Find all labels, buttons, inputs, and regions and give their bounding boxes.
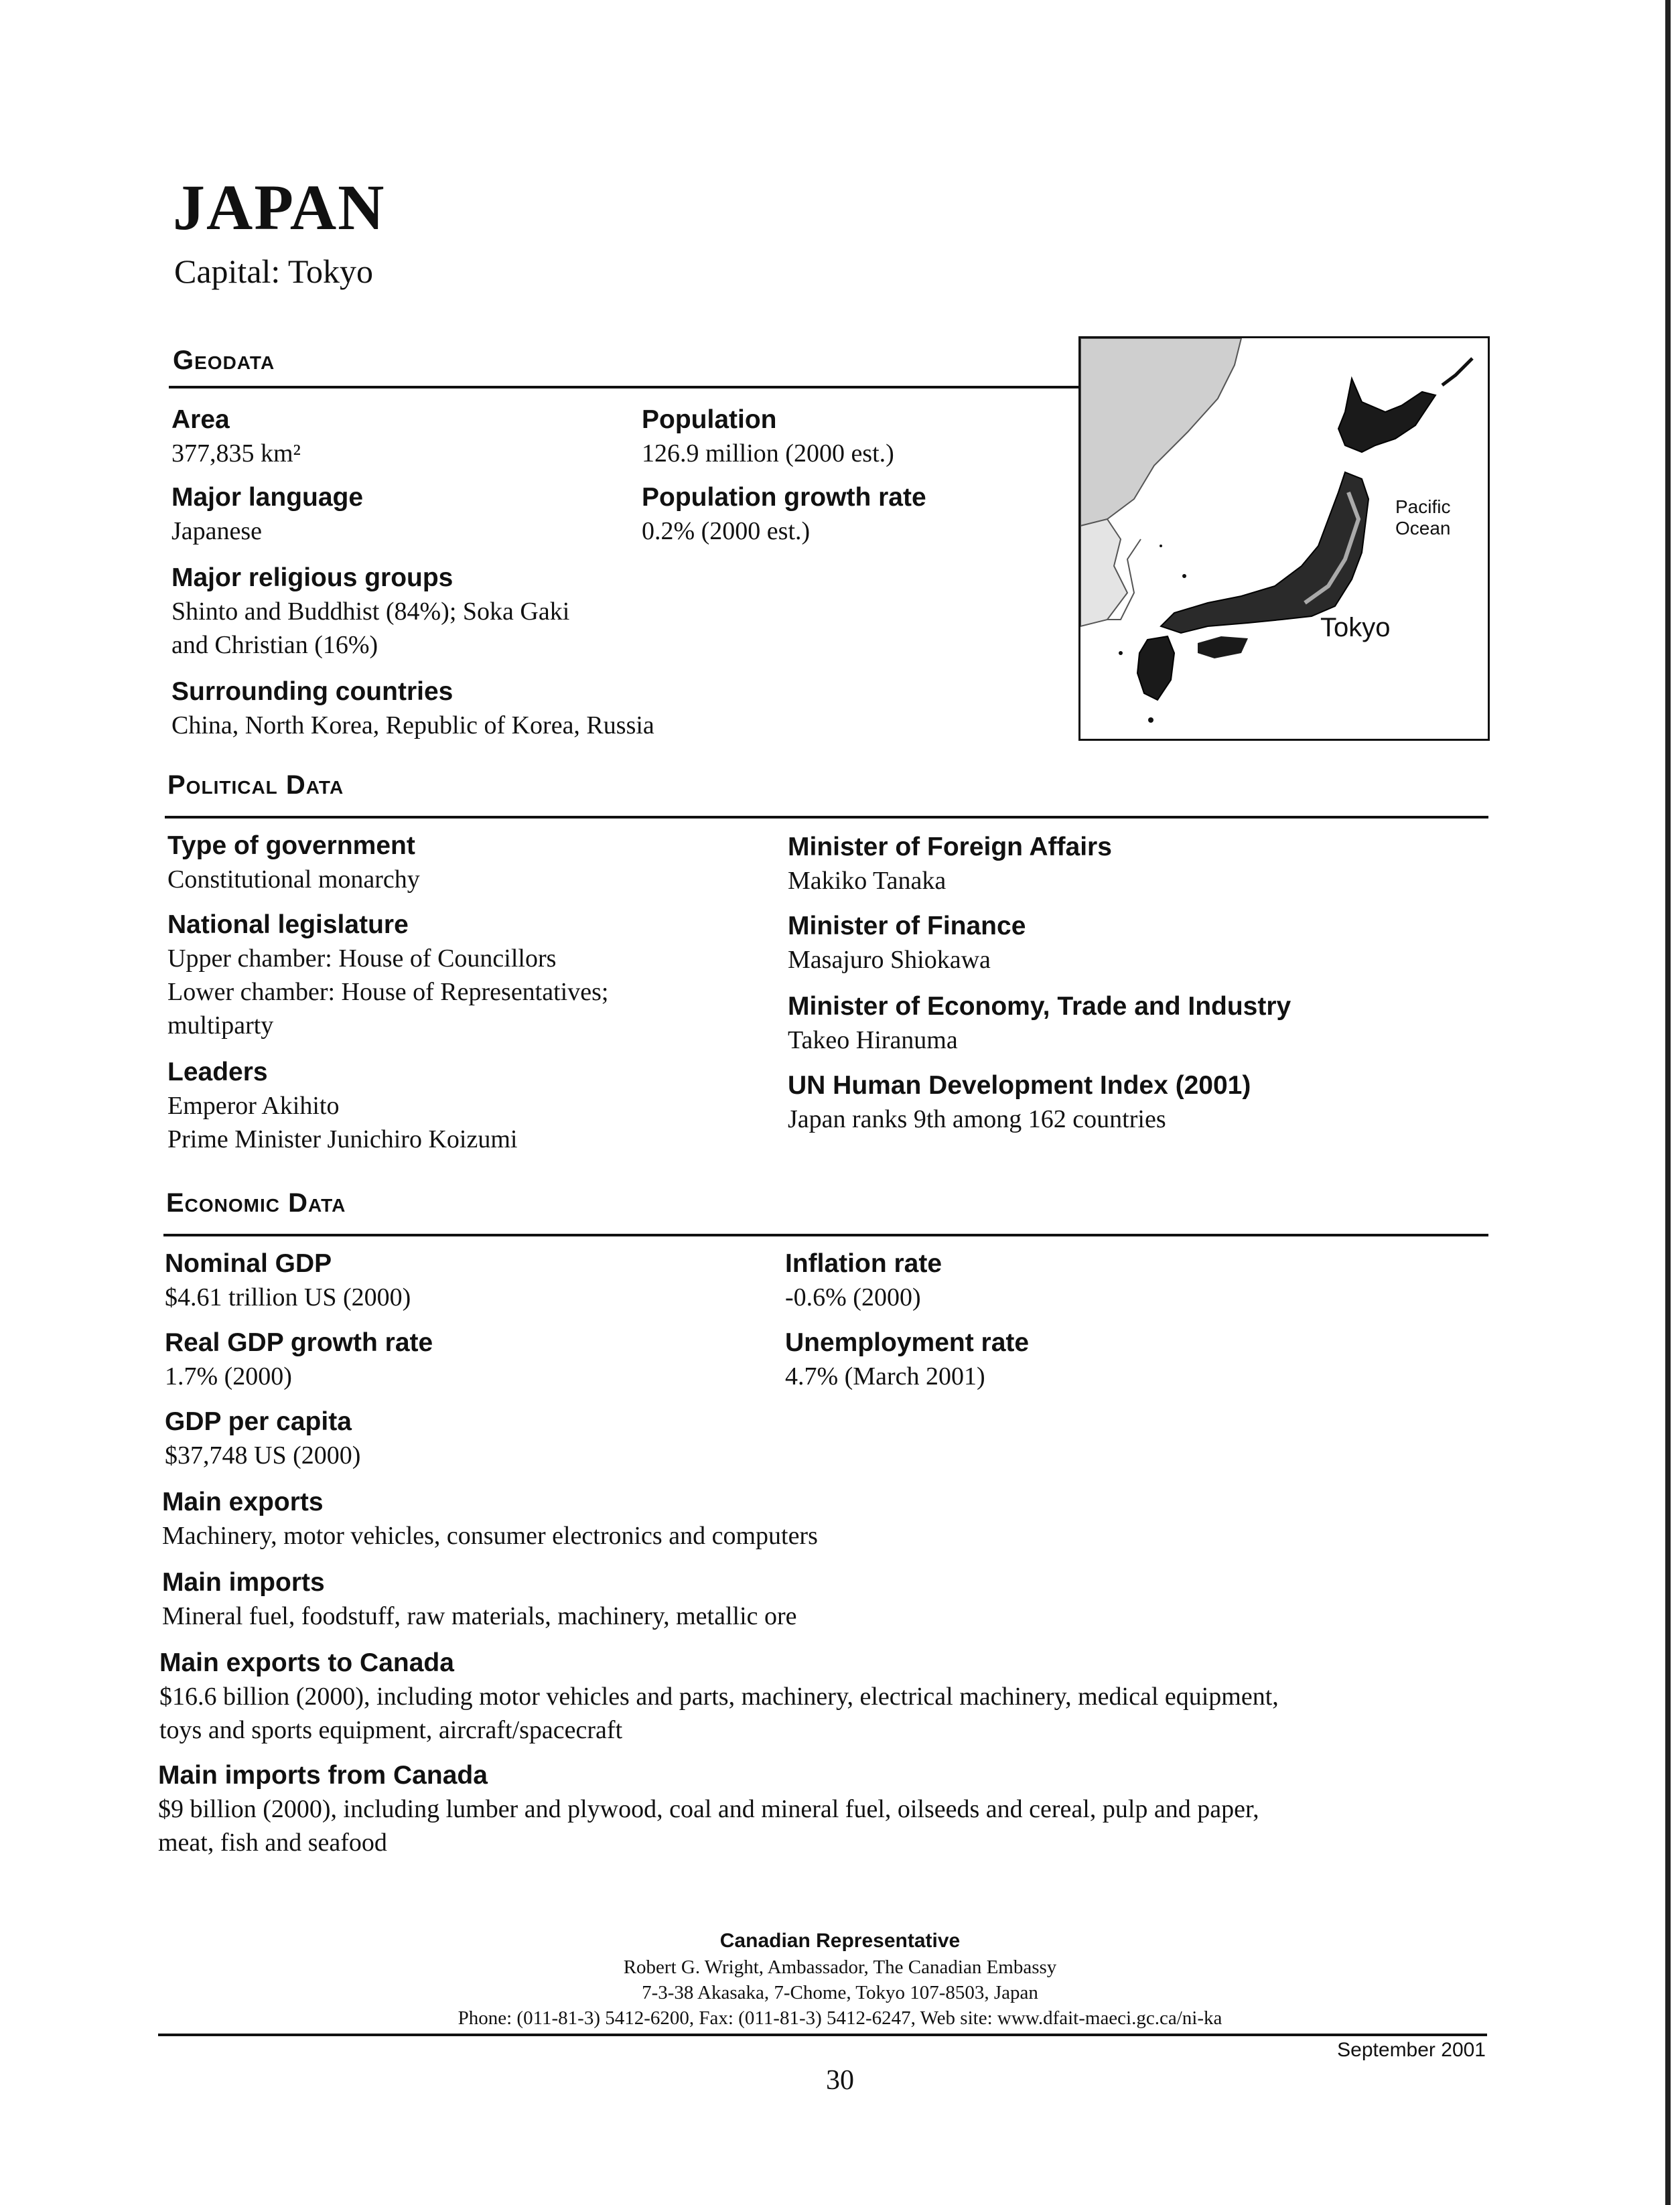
exports-canada-field	[159, 1646, 1279, 1747]
economic-rule	[163, 1234, 1488, 1236]
foreign-minister-field	[788, 831, 1112, 898]
mainland-asia	[1080, 338, 1241, 526]
footer-line-ambassador: Robert G. Wright, Ambassador, The Canadian Embassy	[623, 1957, 1057, 1978]
political-rule	[165, 816, 1488, 819]
government-value: Constitutional monarchy	[167, 865, 420, 894]
political-heading: Political Data	[167, 770, 344, 800]
unemployment-label: Unemployment rate	[785, 1328, 1030, 1357]
imports-value: Mineral fuel, foodstuff, raw materials, machinery, metallic ore	[162, 1602, 797, 1630]
hokkaido	[1338, 378, 1436, 452]
real-growth-value: 1.7% (2000)	[165, 1362, 292, 1391]
finance-minister-value: Masajuro Shiokawa	[788, 946, 991, 974]
korean-peninsula	[1080, 519, 1127, 626]
government-field	[167, 829, 420, 896]
leaders-field	[167, 1056, 517, 1156]
geodata-rule	[169, 386, 1080, 388]
footer-line-address: 7-3-38 Akasaka, 7-Chome, Tokyo 107-8503, Japan	[642, 1982, 1038, 2003]
hdi-label: UN Human Development Index (2001)	[788, 1071, 1251, 1100]
real-growth-field	[165, 1326, 433, 1393]
honshu	[1161, 472, 1369, 633]
per-capita-field	[165, 1405, 360, 1472]
unemployment-field	[785, 1326, 1029, 1393]
growth-field	[642, 481, 926, 548]
area-field	[171, 403, 301, 470]
economy-minister-label: Minister of Economy, Trade and Industry	[788, 992, 1291, 1021]
inflation-label: Inflation rate	[785, 1249, 942, 1278]
population-label: Population	[642, 405, 777, 434]
hdi-value: Japan ranks 9th among 162 countries	[788, 1105, 1166, 1133]
capital-line: Capital: Tokyo	[174, 253, 373, 290]
unemployment-value: 4.7% (March 2001)	[785, 1362, 985, 1391]
government-label: Type of government	[167, 831, 415, 860]
tokyo-label: Tokyo	[1320, 613, 1391, 642]
real-growth-label: Real GDP growth rate	[165, 1328, 433, 1357]
exports-canada-value: $16.6 billion (2000), including motor vehicles and parts, machinery, electrical machinery, medical equipment, toys and sports equipment, aircraft/spacecraft	[159, 1683, 1279, 1744]
economy-minister-field	[788, 990, 1291, 1057]
religion-field	[171, 561, 569, 662]
leaders-label: Leaders	[167, 1058, 268, 1086]
finance-minister-label: Minister of Finance	[788, 912, 1026, 940]
geodata-heading: Geodata	[173, 346, 275, 375]
growth-value: 0.2% (2000 est.)	[642, 517, 811, 545]
language-field	[171, 481, 363, 548]
economic-heading: Economic Data	[166, 1188, 346, 1218]
hdi-field	[788, 1069, 1251, 1136]
exports-label: Main exports	[162, 1488, 324, 1516]
gdp-field	[165, 1247, 411, 1314]
gdp-label: Nominal GDP	[165, 1249, 332, 1278]
imports-canada-label: Main imports from Canada	[158, 1761, 488, 1790]
page-title: JAPAN	[173, 171, 386, 243]
area-value: 377,835 km²	[171, 439, 301, 468]
shikoku	[1198, 636, 1248, 658]
religion-label: Major religious groups	[171, 563, 453, 592]
imports-canada-value: $9 billion (2000), including lumber and plywood, coal and mineral fuel, oilseeds and cereal, pulp and paper, meat, fish and seafood	[158, 1795, 1259, 1857]
language-label: Major language	[171, 483, 364, 512]
imports-field	[162, 1566, 797, 1633]
ocean-label: Pacific Ocean	[1395, 496, 1451, 539]
leaders-value: Emperor Akihito Prime Minister Junichiro Koizumi	[167, 1092, 518, 1153]
language-value: Japanese	[171, 517, 263, 545]
footer-rule	[158, 2034, 1487, 2036]
exports-field	[162, 1486, 818, 1553]
footer-line-contact: Phone: (011-81-3) 5412-6200, Fax: (011-81-3) 5412-6247, Web site: www.dfait-maeci.gc.ca/ni-ka	[458, 2007, 1222, 2029]
finance-minister-field	[788, 910, 1026, 977]
per-capita-value: $37,748 US (2000)	[165, 1441, 361, 1470]
population-field	[642, 403, 894, 470]
foreign-minister-label: Minister of Foreign Affairs	[788, 833, 1112, 861]
publication-date: September 2001	[1337, 2039, 1486, 2061]
area-label: Area	[171, 405, 230, 434]
growth-label: Population growth rate	[642, 483, 926, 512]
inflation-value: -0.6% (2000)	[785, 1283, 921, 1311]
inflation-field	[785, 1247, 942, 1314]
exports-value: Machinery, motor vehicles, consumer electronics and computers	[162, 1522, 818, 1550]
religion-value: Shinto and Buddhist (84%); Soka Gaki and Christian (16%)	[171, 597, 570, 659]
surrounding-label: Surrounding countries	[171, 677, 453, 706]
page-number: 30	[826, 2065, 854, 2096]
canadian-representative-block	[0, 1928, 1680, 2031]
legislature-field	[167, 908, 608, 1042]
kyushu	[1137, 636, 1174, 700]
footer-heading: Canadian Representative	[719, 1930, 961, 1952]
japan-map	[1078, 336, 1490, 741]
legislature-value: Upper chamber: House of Councillors Lower chamber: House of Representatives; multiparty	[167, 944, 609, 1040]
legislature-label: National legislature	[167, 910, 409, 939]
imports-canada-field	[158, 1759, 1259, 1859]
surrounding-field	[171, 675, 654, 742]
imports-label: Main imports	[162, 1568, 325, 1597]
population-value: 126.9 million (2000 est.)	[642, 439, 894, 468]
exports-canada-label: Main exports to Canada	[159, 1648, 454, 1677]
page-edge-shadow	[1665, 0, 1671, 2205]
surrounding-value: China, North Korea, Republic of Korea, Russia	[171, 711, 654, 739]
foreign-minister-value: Makiko Tanaka	[788, 867, 947, 895]
gdp-value: $4.61 trillion US (2000)	[165, 1283, 411, 1311]
per-capita-label: GDP per capita	[165, 1407, 352, 1436]
economy-minister-value: Takeo Hiranuma	[788, 1026, 958, 1054]
